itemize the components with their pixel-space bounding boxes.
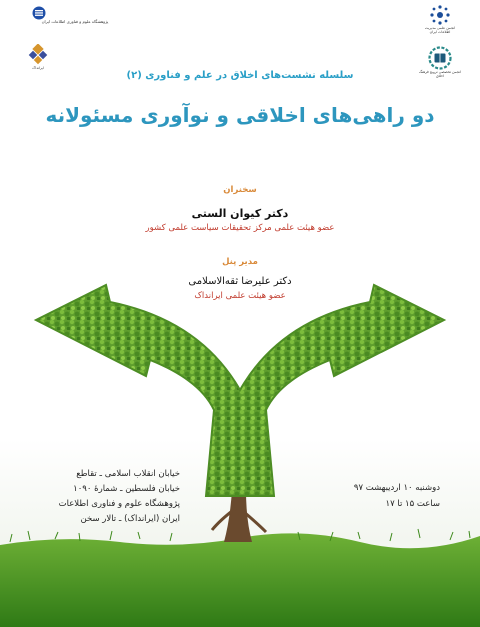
event-time: ساعت ۱۵ تا ۱۷	[385, 499, 440, 509]
iranddoc-seal-icon	[28, 44, 48, 66]
iranddoc-logo-text: پژوهشگاه علوم و فناوری اطلاعات ایران	[41, 19, 109, 24]
grass	[0, 533, 480, 627]
address-line: ایران (ایرانداک) ـ تالار سخن	[80, 514, 180, 524]
information-management-association-text: انجمن علمی مدیریت اطلاعات ایران	[424, 26, 456, 34]
event-date: دوشنبه ۱۰ اردیبهشت ۹۷	[353, 483, 440, 493]
speaker-affiliation: عضو هیئت علمی مرکز تحقیقات سیاست علمی کشور	[145, 223, 335, 233]
event-datetime	[330, 480, 440, 512]
tree-foliage-arrow	[36, 285, 444, 496]
main-title: دو راهی‌های اخلاقی و نوآوری مسئولانه	[45, 103, 435, 127]
moderator-affiliation: عضو هیئت علمی ایرانداک	[194, 291, 286, 301]
speaker-label: سخنران	[223, 185, 257, 195]
address-line: پژوهشگاه علوم و فناوری اطلاعات	[58, 499, 180, 509]
iranddoc-seal-logo	[24, 44, 52, 70]
series-title: سلسله نشست‌های اخلاق در علم و فناوری (۲)	[126, 70, 354, 81]
information-management-association-logo	[420, 4, 460, 34]
book-gear-icon	[427, 46, 453, 70]
venue-address	[58, 467, 180, 527]
iranddoc-logo	[30, 6, 120, 24]
iranddoc-seal-text: ایرانداک	[32, 66, 44, 70]
address-line: خیابان فلسطین ـ شمارۀ ۱۰۹۰	[73, 484, 180, 494]
tree-arrow-illustration	[0, 280, 480, 627]
iranddoc-logo-icon	[32, 6, 46, 20]
network-icon	[429, 4, 451, 26]
ethics-society-text: انجمن تخصصی ترویج فرهنگ اخلاق	[419, 70, 461, 78]
moderator-name: دکتر علیرضا ثقه‌الاسلامی	[188, 276, 292, 287]
address-line: خیابان انقلاب اسلامی ـ تقاطع	[76, 469, 180, 479]
moderator-label: مدیر پنل	[222, 257, 258, 267]
speaker-name: دکتر کیوان الستی	[191, 207, 289, 220]
